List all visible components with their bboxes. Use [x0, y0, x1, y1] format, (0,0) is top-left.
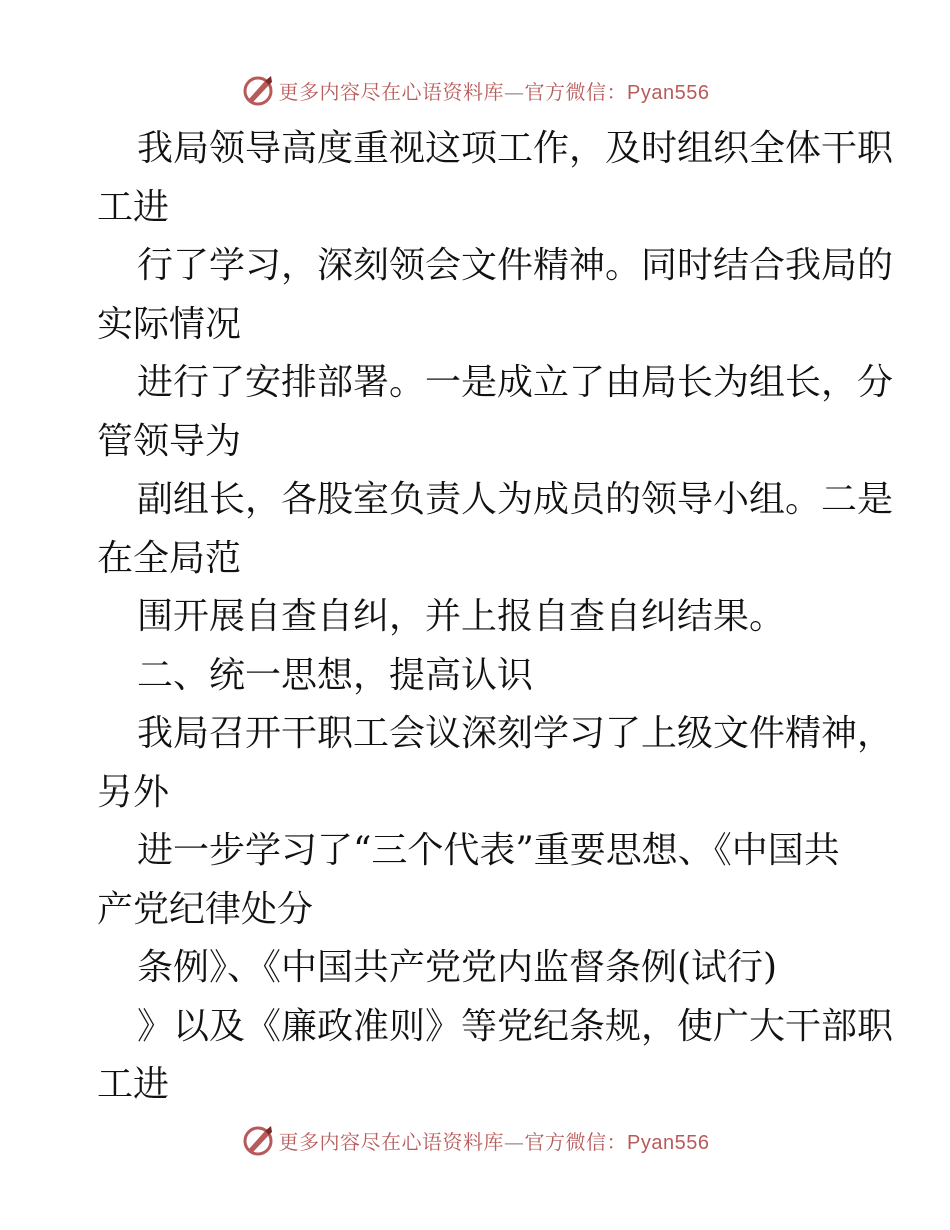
text-line: 工进 [97, 1064, 170, 1105]
text-line: 产党纪律处分 [97, 888, 314, 930]
section-heading: 二、统一思想，提高认识 [137, 654, 534, 696]
banner-text [279, 1126, 710, 1155]
banner-separator: — [504, 79, 525, 104]
text-line: 管领导为 [97, 420, 242, 462]
text-line: 行了学习，深刻领会文件精神。同时结合我局的 [137, 245, 894, 286]
text-line: 在全局范 [97, 537, 242, 579]
banner-wechat-id: Pyan556 [627, 1131, 710, 1154]
text-line: 》以及《廉政准则》等党纪条规，使广大干部职 [137, 1005, 894, 1047]
banner-separator: — [504, 1129, 525, 1154]
text-line: 进行了安排部署。一是成立了由局长为组长，分 [137, 362, 894, 403]
text-line: 副组长，各股室负责人为成员的领导小组。二是 [137, 479, 894, 520]
pen-logo-icon [241, 73, 275, 107]
banner-wechat-label: 官方微信： [524, 79, 628, 104]
banner-wechat-id: Pyan556 [627, 81, 710, 104]
banner-slogan: 更多内容尽在心语资料库 [278, 79, 505, 104]
footer-banner [0, 1120, 950, 1160]
document-body [97, 120, 894, 1115]
text-line: 进一步学习了“三个代表”重要思想、《中国共 [137, 830, 840, 871]
text-line: 我局召开干职工会议深刻学习了上级文件精神， [137, 713, 894, 754]
text-line: 条例》、《中国共产党党内监督条例(试行) [137, 947, 778, 988]
text-line: 另外 [97, 771, 170, 813]
text-line: 我局领导高度重视这项工作，及时组织全体干职 [137, 128, 894, 169]
header-banner [0, 70, 950, 110]
pen-logo-icon [241, 1123, 275, 1157]
text-line: 实际情况 [97, 303, 242, 345]
banner-text [279, 76, 710, 105]
text-line: 围开展自查自纠，并上报自查自纠结果。 [137, 596, 786, 637]
banner-slogan: 更多内容尽在心语资料库 [278, 1129, 505, 1154]
text-line: 工进 [97, 186, 170, 228]
banner-wechat-label: 官方微信： [524, 1129, 628, 1154]
